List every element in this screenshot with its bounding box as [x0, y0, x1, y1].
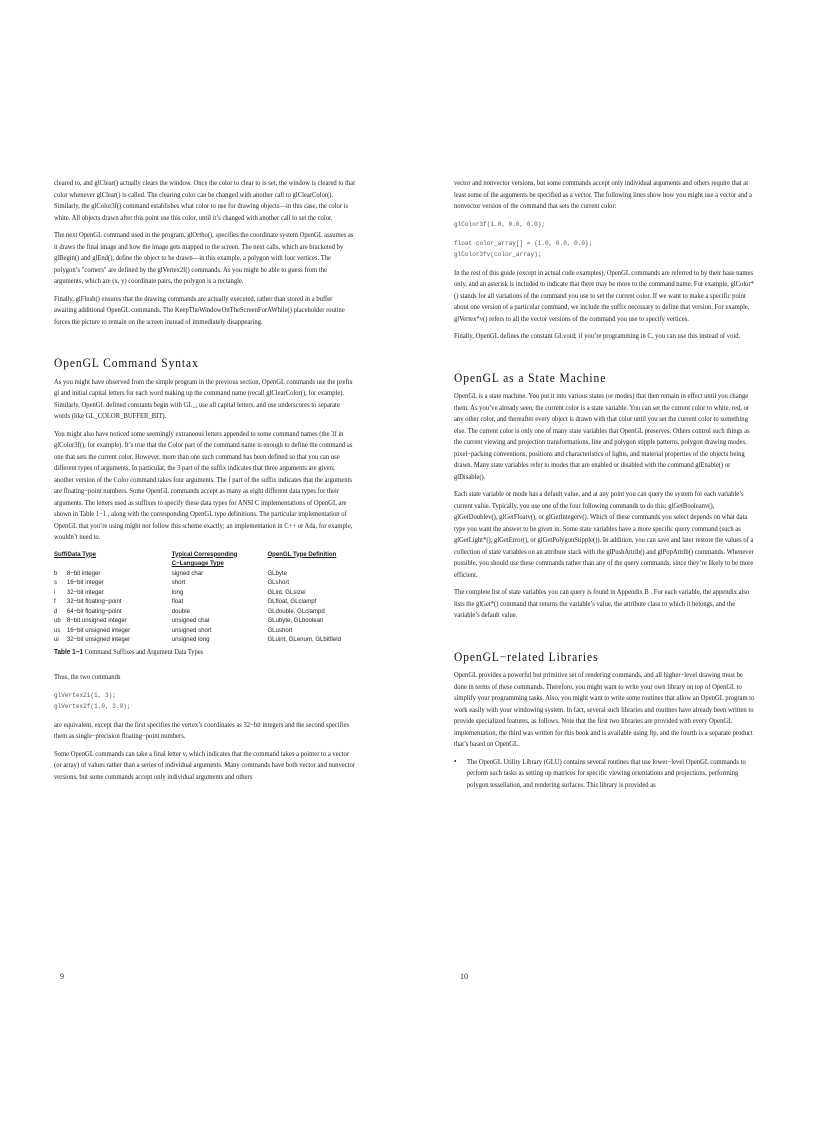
table-header-opengl-type: OpenGL Type Definition	[267, 550, 337, 558]
table-cell: s	[54, 579, 58, 586]
paragraph: The next OpenGL command used in the program, glOrtho(), specifies the coordinate system OpenGL assumes as it draws the final image and how the image gets mapped to the screen. The next calls, which are bracketed by glBegin() and glEnd(), define the object to be drawn—in this example, a polygon with four vertices. The polygon’s "corners" are defined by the glVertex2f() commands. As you might be able to guess from the arguments, which are (x, y) coordinate pairs, the polygon is a rectangle.	[54, 231, 354, 285]
right-page	[408, 0, 816, 1123]
table-caption	[54, 647, 356, 659]
table-cell: GLshort	[267, 579, 290, 586]
code-block: glColor3f(1.0, 0.0, 0.0);	[454, 220, 546, 228]
table-header-data-type: SuffiData Type	[54, 550, 97, 558]
right-text-column	[454, 178, 756, 791]
table-row	[54, 569, 371, 579]
left-text-column	[54, 178, 356, 789]
table-cell: float	[171, 598, 184, 605]
paragraph: vector and nonvector versions, but some commands accept only individual arguments and others require that at least some of the arguments be specified as a vector. The following lines show how you might use a vector and a nonvector version of the command that sets the current color:	[454, 179, 752, 210]
table-cell: b	[54, 569, 58, 577]
table-cell: GLdouble, GLclampd	[267, 607, 325, 615]
suffix-data-type-table	[54, 550, 371, 645]
table-cell: signed char	[171, 569, 204, 577]
table-cell: 8−bit unsigned integer	[66, 617, 127, 624]
table-cell: 64−bit floating−point	[66, 607, 122, 615]
paragraph: As you might have observed from the simple program in the previous section, OpenGL commands use the prefix gl and initial capital letters for each word making up the command name (recall glClearColor(), for example). Similarly, OpenGL defined constants begin with GL_, use all capital letters, and use underscores to separate words (like GL_COLOR_BUFFER_BIT).	[54, 377, 353, 420]
paragraph: Some OpenGL commands can take a final letter v, which indicates that the command takes a pointer to a vector (or array) of values rather than a series of individual arguments. Many commands have both vector and nonvector versions, but some commands accept only individual arguments and others	[54, 749, 356, 781]
table-row	[54, 635, 371, 645]
page-number: 9	[60, 972, 64, 981]
table-cell: 16−bit integer	[66, 579, 104, 586]
code-block: glVertex2i(1, 3); glVertex2f(1.0, 3.0);	[54, 691, 131, 710]
table-cell: unsigned short	[171, 626, 212, 634]
paragraph: The complete list of state variables you can query is found in Appendix B . For each variable, the appendix also lists the glGet*() command that returns the variable’s value, the attribute class to which it belongs, and the variable’s default value.	[454, 588, 750, 619]
list-item-text: The OpenGL Utility Library (GLU) contains several routines that use lower−level OpenGL commands to perform such tasks as setting up matrices for specific viewing orientations and projections, performing polygon tessellation, and rendering surfaces. This library is provided as	[466, 757, 746, 789]
section-heading-related-libraries: OpenGL−related Libraries	[454, 649, 599, 664]
paragraph: OpenGL is a state machine. You put it into various states (or modes) that then remain in effect until you change them. As you’ve already seen, the current color is a state variable. You can set the current color to white, red, or any other color, and thereafter every object is drawn with that color until you set the current color to something else. The current color is only one of many state variables that OpenGL preserves. Others control such things as the current viewing and projection transformations, line and polygon stipple patterns, polygon drawing modes, pixel−packing conventions, positions and characteristics of lights, and material properties of the objects being drawn. Many state variables refer to modes that are enabled or disabled with the command glEnable() or glDisable().	[454, 392, 750, 481]
table-cell: short	[171, 579, 186, 586]
table-cell: ui	[54, 636, 59, 643]
table-cell: GLfloat, GLclampf	[267, 598, 317, 605]
table-cell: double	[171, 607, 190, 615]
table-cell: 32−bit integer	[66, 588, 104, 596]
table-cell: 8−bit integer	[66, 569, 101, 577]
table-cell: us	[54, 626, 61, 634]
page-number: 10	[460, 972, 468, 981]
table-cell: GLint, GLsizei	[267, 588, 306, 596]
table-cell: f	[54, 598, 56, 605]
table-row	[54, 597, 371, 607]
table-cell: unsigned long	[171, 636, 210, 643]
paragraph: OpenGL provides a powerful but primitive set of rendering commands, and all higher−level drawing must be done in terms of these commands. Therefore, you might want to write your own library on top of OpenGL to simplify your programming tasks. Also, you might want to write some routines that allow an OpenGL program to work easily with your windowing system. In fact, several such libraries and routines have already been written to provide specialized features, as follows. Note that the first two libraries are provided with every OpenGL implementation, the third was written for this book and is available using ftp, and the fourth is a separate product that’s based on OpenGL.	[454, 671, 755, 748]
bullet-icon: •	[454, 756, 457, 766]
table-cell: GLushort	[267, 626, 293, 634]
table-cell: long	[171, 588, 184, 596]
table-header-c-type: Typical Corresponding C−Language Type	[171, 550, 238, 567]
table-cell: d	[54, 607, 58, 615]
code-block: float color_array[] = {1.0, 0.0, 0.0}; glColor3fv(color_array);	[454, 239, 593, 258]
table-row	[54, 588, 371, 598]
table-caption-label: Table 1−1	[54, 648, 84, 656]
paragraph: are equivalent, except that the first specifies the vertex’s coordinates as 32−bit integers and the second specifies them as single−precision floating−point numbers.	[54, 720, 350, 740]
paragraph: Finally, glFlush() ensures that the drawing commands are actually executed, rather than stored in a buffer awaiting additional OpenGL commands. The KeepTheWindowOnTheScreenForAWhile() placeholder routine forces the picture to remain on the screen instead of immediately disappearing.	[54, 294, 345, 326]
table-row	[54, 607, 371, 617]
table-row	[54, 616, 371, 626]
table-cell: GLuint, GLenum, GLbitfield	[267, 636, 341, 643]
table-row	[54, 578, 371, 588]
section-heading-state-machine: OpenGL as a State Machine	[454, 370, 607, 385]
table-cell: 16−bit unsigned integer	[66, 626, 131, 634]
paragraph: In the rest of this guide (except in actual code examples), OpenGL commands are referred to by their base names only, and an asterisk is included to indicate that there may be more to the command name. For example, glColor*() stands for all variations of the command you use to set the current color. If we want to make a specific point about one version of a particular command, we include the suffix necessary to define that version. For example, glVertex*v() refers to all the vector versions of the command you use to specify vertices.	[454, 268, 754, 323]
paragraph: Each state variable or mode has a default value, and at any point you can query the system for each variable’s current value. Typically, you use one of the four following commands to do this: glGetBooleanv(), glGetDoublev(), glGetFloatv(), or glGetIntegerv(). Which of these commands you select depends on what data type you want the answer to be given in. Some state variables have a more specific query command (such as glGetLight*(), glGetError(), or glGetPolygonStipple()). In addition, you can save and later restore the values of a collection of state variables on an attribute stack with the glPushAttrib() and glPopAttrib() commands. Whenever possible, you should use these commands rather than any of the query commands, since they’re likely to be more efficient.	[454, 490, 754, 579]
table-cell: i	[54, 588, 56, 596]
section-heading-command-syntax: OpenGL Command Syntax	[54, 356, 199, 370]
table-header-row	[54, 550, 371, 569]
paragraph: Finally, OpenGL defines the constant GLvoid; if you’re programming in C, you can use this instead of void.	[454, 332, 741, 340]
table-cell: unsigned char	[171, 617, 210, 624]
table-cell: 32−bit floating−point	[66, 598, 122, 605]
paragraph: You might also have noticed some seemingly extraneous letters appended to some command names (the 3f in glColor3f(), for example). It’s true that the Color part of the command name is enough to define the command as one that sets the current color. However, more than one such command has been defined so that you can use different types of arguments. In particular, the 3 part of the suffix indicates that three arguments are given; another version of the Color command takes four arguments. The f part of the suffix indicates that the arguments are floating−point numbers. Some OpenGL commands accept as many as eight different data types for their arguments. The letters used as suffixes to specify these data types for ANSI C implementations of OpenGL are shown in Table 1−1 , along with the corresponding OpenGL type definitions. The particular implementation of OpenGL that you’re using might not follow this scheme exactly; an implementation in C++ or Ada, for example, wouldn’t need to.	[54, 429, 353, 541]
table-row	[54, 626, 371, 636]
paragraph: Thus, the two commands	[54, 673, 121, 681]
paragraph: cleared to, and glClear() actually clears the window. Once the color to clear to is set, the window is cleared to that color whenever glClear() is called. The clearing color can be changed with another call to glClearColor(). Similarly, the glColor3f() command establishes what color to use for drawing objects—in this case, the color is white. All objects drawn after this point use this color, until it’s changed with another call to set the color.	[54, 179, 356, 222]
table-cell: ub	[54, 617, 61, 624]
table-cell: 32−bit unsigned integer	[66, 636, 131, 643]
list-item	[454, 757, 756, 792]
table-caption-text: Command Suffixes and Argument Data Types	[83, 647, 204, 656]
table-cell: GLubyte, GLboolean	[267, 617, 324, 624]
table-cell: GLbyte	[267, 569, 288, 577]
